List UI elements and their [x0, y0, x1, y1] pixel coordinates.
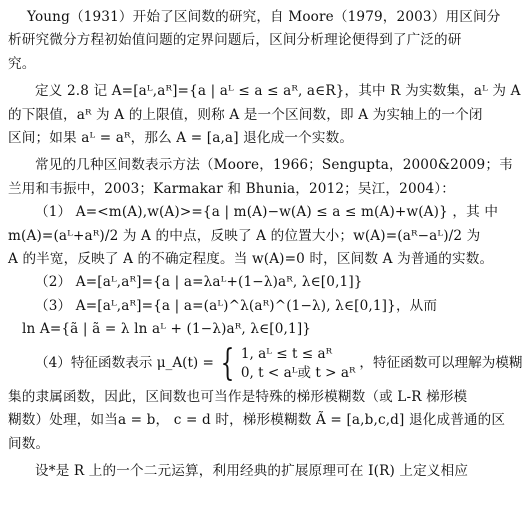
item4-suffix: ，特征函数可以理解为模糊 [359, 355, 523, 372]
definition-line: 的下限值，aᴿ 为 A 的上限值，则称 A 是一个区间数，即 A 为实轴上的一个闭 [8, 106, 483, 123]
paragraph-line: 析研究微分方程初始值问题的定界问题后，区间分析理论便得到了广泛的研 [8, 32, 462, 49]
piecewise-cases [241, 345, 356, 383]
paragraph-line: 常见的几种区间数表示方法（Moore，1966；Sengupta，2000&2009；韦 [35, 157, 513, 174]
paragraph-line: 糊数）处理，如当a = b， c = d 时，梯形模糊数 Ã = [a,b,c,d] 退化成普通的区 [8, 412, 506, 429]
paragraph-line: A 的半宽，反映了 A 的不确定程度。当 w(A)=0 时，区间数 A 为普通的实数。 [8, 251, 494, 268]
definition-line: 定义 2.8 记 A=[aᴸ,aᴿ]={a | aᴸ ≤ a ≤ aᴿ, a∈R}，其中 R 为实数集，aᴸ 为 A [35, 83, 521, 100]
formula-item-1: （1） A=<m(A),w(A)>={a | m(A)−w(A) ≤ a ≤ m(A)+w(A)} ，其 中 [35, 204, 499, 221]
paragraph-line: 间数。 [8, 435, 50, 452]
left-brace: { [220, 342, 235, 384]
formula-ln: ln A={ã | ã = λ ln aᴸ + (1−λ)aᴿ, λ∈[0,1]} [22, 321, 312, 338]
paragraph-line: 究。 [8, 55, 36, 72]
case-one: 1, aᴸ ≤ t ≤ aᴿ [240, 345, 333, 362]
case-two: 0, t < aᴸ或 t > aᴿ [240, 364, 356, 381]
item4-prefix: （4）特征函数表示 μ_A(t) = [35, 355, 214, 372]
formula-item-2: （2） A=[aᴸ,aᴿ]={a | a=λaᴸ+(1−λ)aᴿ, λ∈[0,1]} [35, 274, 363, 291]
formula-item-3: （3） A=[aᴸ,aᴿ]={a | a=(aᴸ)^λ(aᴿ)^(1−λ), λ∈[0,1]}，从而 [35, 297, 438, 314]
paragraph-line: 设*是 R 上的一个二元运算，利用经典的扩展原理可在 I(R) 上定义相应 [35, 462, 469, 479]
formula-item-4 [8, 342, 523, 386]
paragraph-line: 兰用和韦振中，2003；Karmakar 和 Bhunia，2012；吴江，2004）： [8, 180, 456, 197]
paragraph-line: 集的隶属函数，因此，区间数也可当作是特殊的梯形模糊数（或 L-R 梯形模 [8, 388, 468, 405]
paragraph-line: Young（1931）开始了区间数的研究，自 Moore（1979，2003）用区间分 [27, 9, 501, 25]
paragraph-line: m(A)=(aᴸ+aᴿ)/2 为 A 的中点，反映了 A 的位置大小；w(A)=(aᴿ−aᴸ)/2 为 [8, 227, 481, 244]
definition-line: 区间；如果 aᴸ = aᴿ，那么 A = [a,a] 退化成一个实数。 [8, 130, 354, 147]
